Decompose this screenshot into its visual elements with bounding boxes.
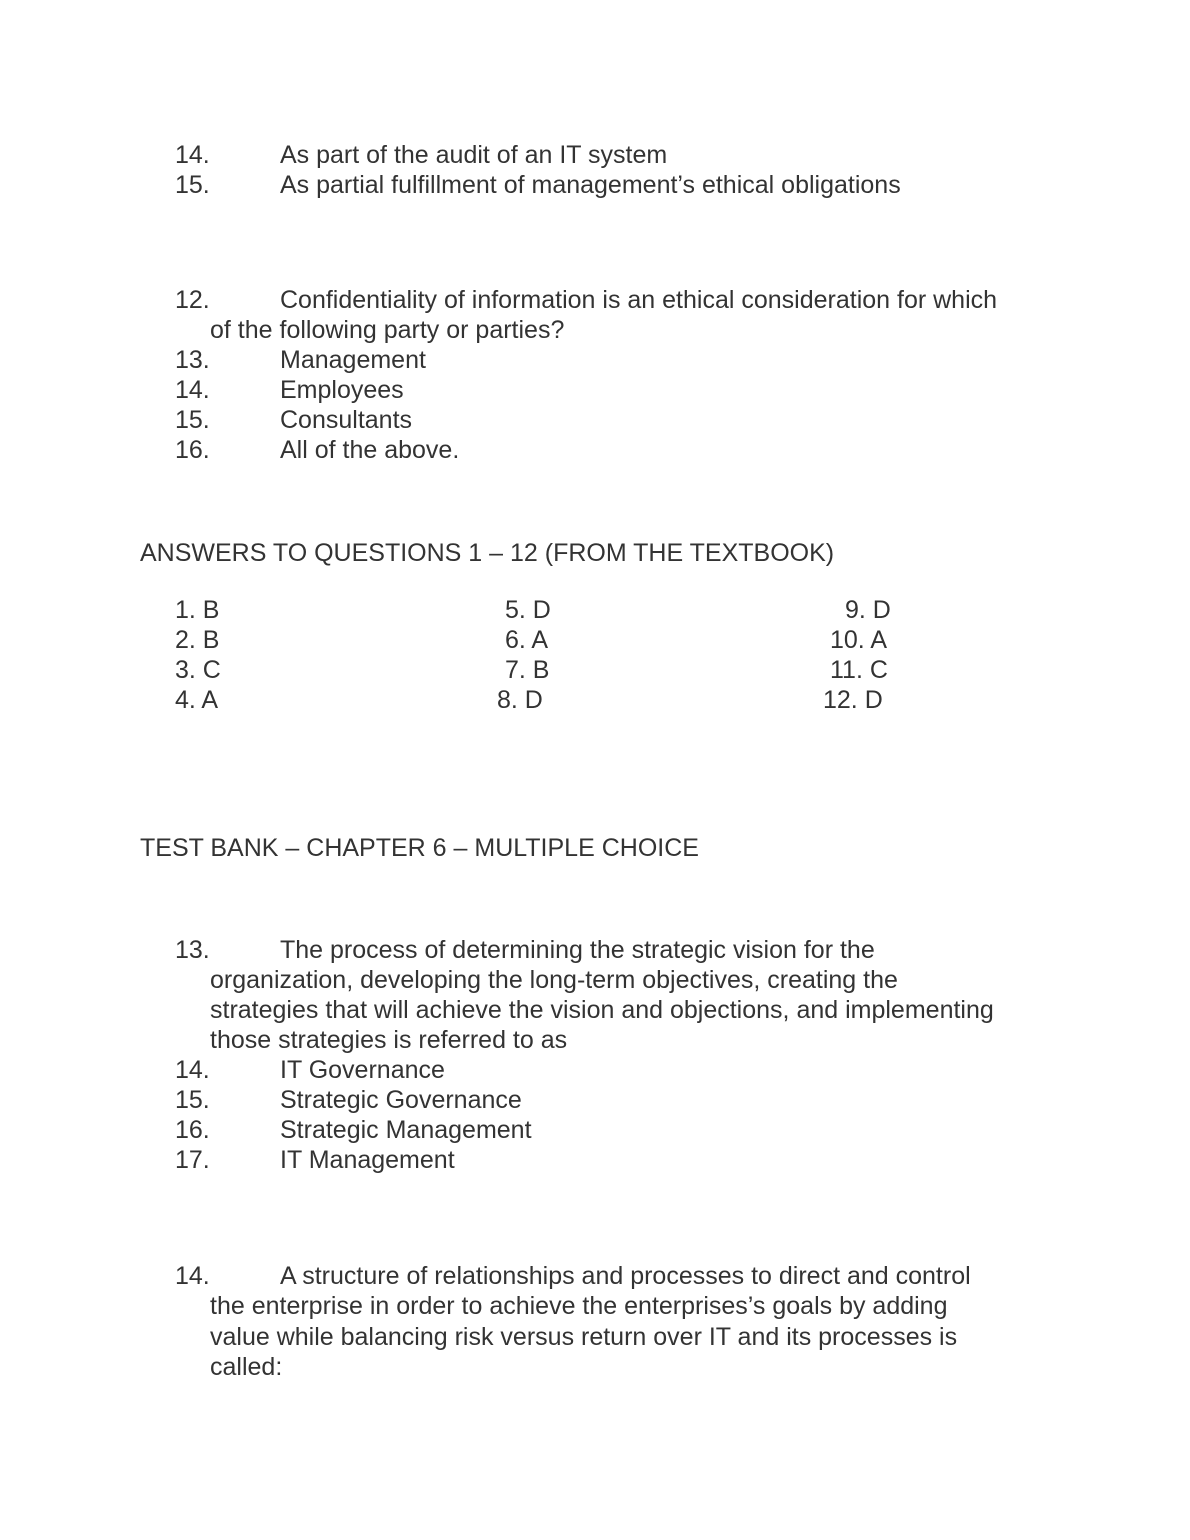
option-text: Consultants bbox=[280, 406, 413, 434]
option-text: Strategic Management bbox=[280, 1116, 532, 1144]
option-number: 15. bbox=[175, 1086, 210, 1114]
option-text: Management bbox=[280, 346, 426, 374]
option-text: IT Governance bbox=[280, 1056, 445, 1084]
option-text: As partial fulfillment of management’s ethical obligations bbox=[280, 171, 901, 199]
answers-heading: ANSWERS TO QUESTIONS 1 – 12 (FROM THE TEXTBOOK) bbox=[140, 539, 835, 567]
answer-item: 2. B bbox=[175, 626, 220, 654]
answer-item: 11. C bbox=[830, 656, 888, 684]
question-text: organization, developing the long-term objectives, creating the bbox=[210, 966, 898, 994]
option-text: IT Management bbox=[280, 1146, 455, 1174]
answer-item: 12. D bbox=[823, 686, 883, 714]
question-text: strategies that will achieve the vision and objections, and implementing bbox=[210, 996, 994, 1024]
question-number: 14. bbox=[175, 1262, 210, 1290]
testbank-heading: TEST BANK – CHAPTER 6 – MULTIPLE CHOICE bbox=[140, 834, 699, 862]
question-text: called: bbox=[210, 1353, 283, 1381]
question-text: The process of determining the strategic vision for the bbox=[280, 936, 875, 964]
option-number: 16. bbox=[175, 436, 210, 464]
question-text: Confidentiality of information is an ethical consideration for which bbox=[280, 286, 998, 314]
answer-item: 7. B bbox=[505, 656, 550, 684]
answer-item: 3. C bbox=[175, 656, 221, 684]
option-number: 17. bbox=[175, 1146, 210, 1174]
answer-item: 8. D bbox=[497, 686, 543, 714]
option-text: Strategic Governance bbox=[280, 1086, 522, 1114]
question-text: those strategies is referred to as bbox=[210, 1026, 568, 1054]
question-text: value while balancing risk versus return over IT and its processes is bbox=[210, 1323, 958, 1351]
option-text: As part of the audit of an IT system bbox=[280, 141, 668, 169]
question-text: of the following party or parties? bbox=[210, 316, 565, 344]
answer-item: 4. A bbox=[175, 686, 219, 714]
answer-item: 1. B bbox=[175, 596, 220, 624]
answer-item: 5. D bbox=[505, 596, 551, 624]
question-text: A structure of relationships and processes to direct and control bbox=[280, 1262, 971, 1290]
question-number: 12. bbox=[175, 286, 210, 314]
option-number: 14. bbox=[175, 376, 210, 404]
answer-item: 6. A bbox=[505, 626, 549, 654]
option-number: 15. bbox=[175, 406, 210, 434]
option-number: 13. bbox=[175, 346, 210, 374]
option-number: 15. bbox=[175, 171, 210, 199]
question-number: 13. bbox=[175, 936, 210, 964]
answer-item: 9. D bbox=[845, 596, 891, 624]
option-text: All of the above. bbox=[280, 436, 460, 464]
option-number: 16. bbox=[175, 1116, 210, 1144]
option-number: 14. bbox=[175, 1056, 210, 1084]
question-text: the enterprise in order to achieve the enterprises’s goals by adding bbox=[210, 1292, 948, 1320]
option-text: Employees bbox=[280, 376, 404, 404]
answer-item: 10. A bbox=[830, 626, 887, 654]
option-number: 14. bbox=[175, 141, 210, 169]
